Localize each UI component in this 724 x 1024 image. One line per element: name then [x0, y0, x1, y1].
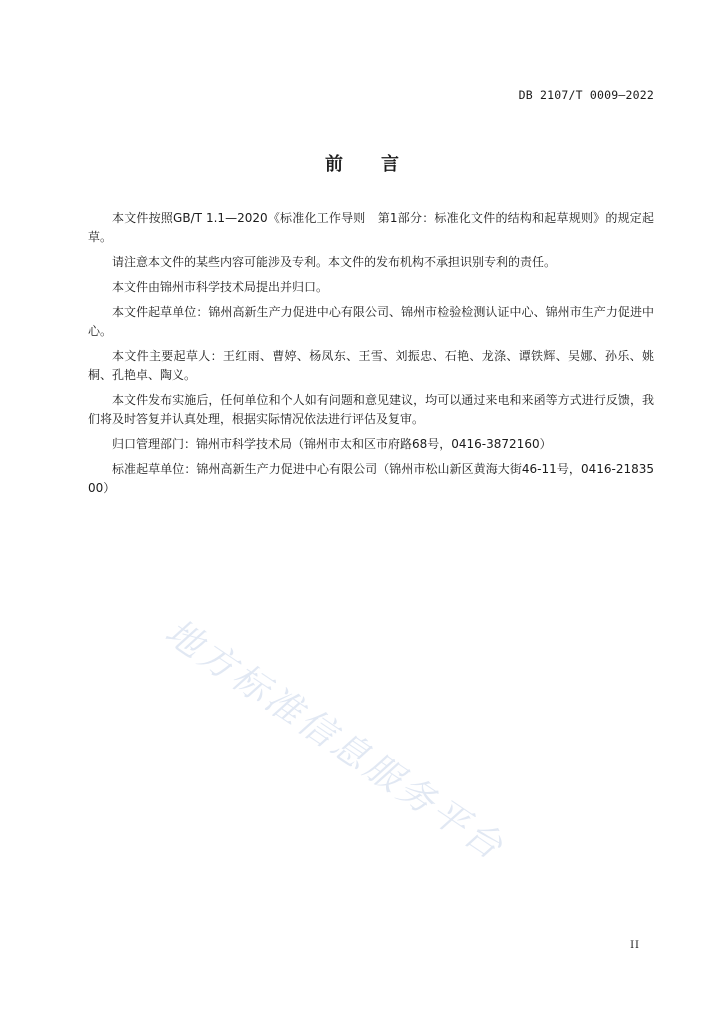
paragraph-drafting-units: 本文件起草单位：锦州高新生产力促进中心有限公司、锦州市检验检测认证中心、锦州市生产力促进中心。: [88, 305, 654, 338]
paragraph-drafters: 本文件主要起草人：王红雨、曹婷、杨凤东、王雪、刘振忠、石艳、龙涤、谭铁辉、吴娜、孙乐、姚桐、孔艳卓、陶义。: [88, 349, 654, 382]
page-number: II: [630, 940, 640, 951]
document-id: DB 2107/T 0009—2022: [518, 88, 654, 102]
paragraph-drafting-unit-contact: 标准起草单位：锦州高新生产力促进中心有限公司（锦州市松山新区黄海大街46-11号，0416-2183500）: [88, 462, 654, 495]
paragraph-proposer: 本文件由锦州市科学技术局提出并归口。: [112, 280, 329, 294]
watermark: 地方标准信息服务平台: [157, 611, 513, 870]
page-title: 前言: [325, 154, 437, 175]
paragraph-drafting-rules: 本文件按照GB/T 1.1—2020《标准化工作导则 第1部分：标准化文件的结构和起草规则》的规定起草。: [88, 211, 654, 244]
document-body: [88, 209, 654, 504]
paragraph-feedback: 本文件发布实施后，任何单位和个人如有问题和意见建议，均可以通过来电和来函等方式进行反馈，我们将及时答复并认真处理，根据实际情况依法进行评估及复审。: [88, 393, 654, 426]
paragraph-patent-notice: 请注意本文件的某些内容可能涉及专利。本文件的发布机构不承担识别专利的责任。: [112, 255, 557, 269]
paragraph-management-dept: 归口管理部门：锦州市科学技术局（锦州市太和区市府路68号，0416-3872160）: [112, 437, 552, 451]
